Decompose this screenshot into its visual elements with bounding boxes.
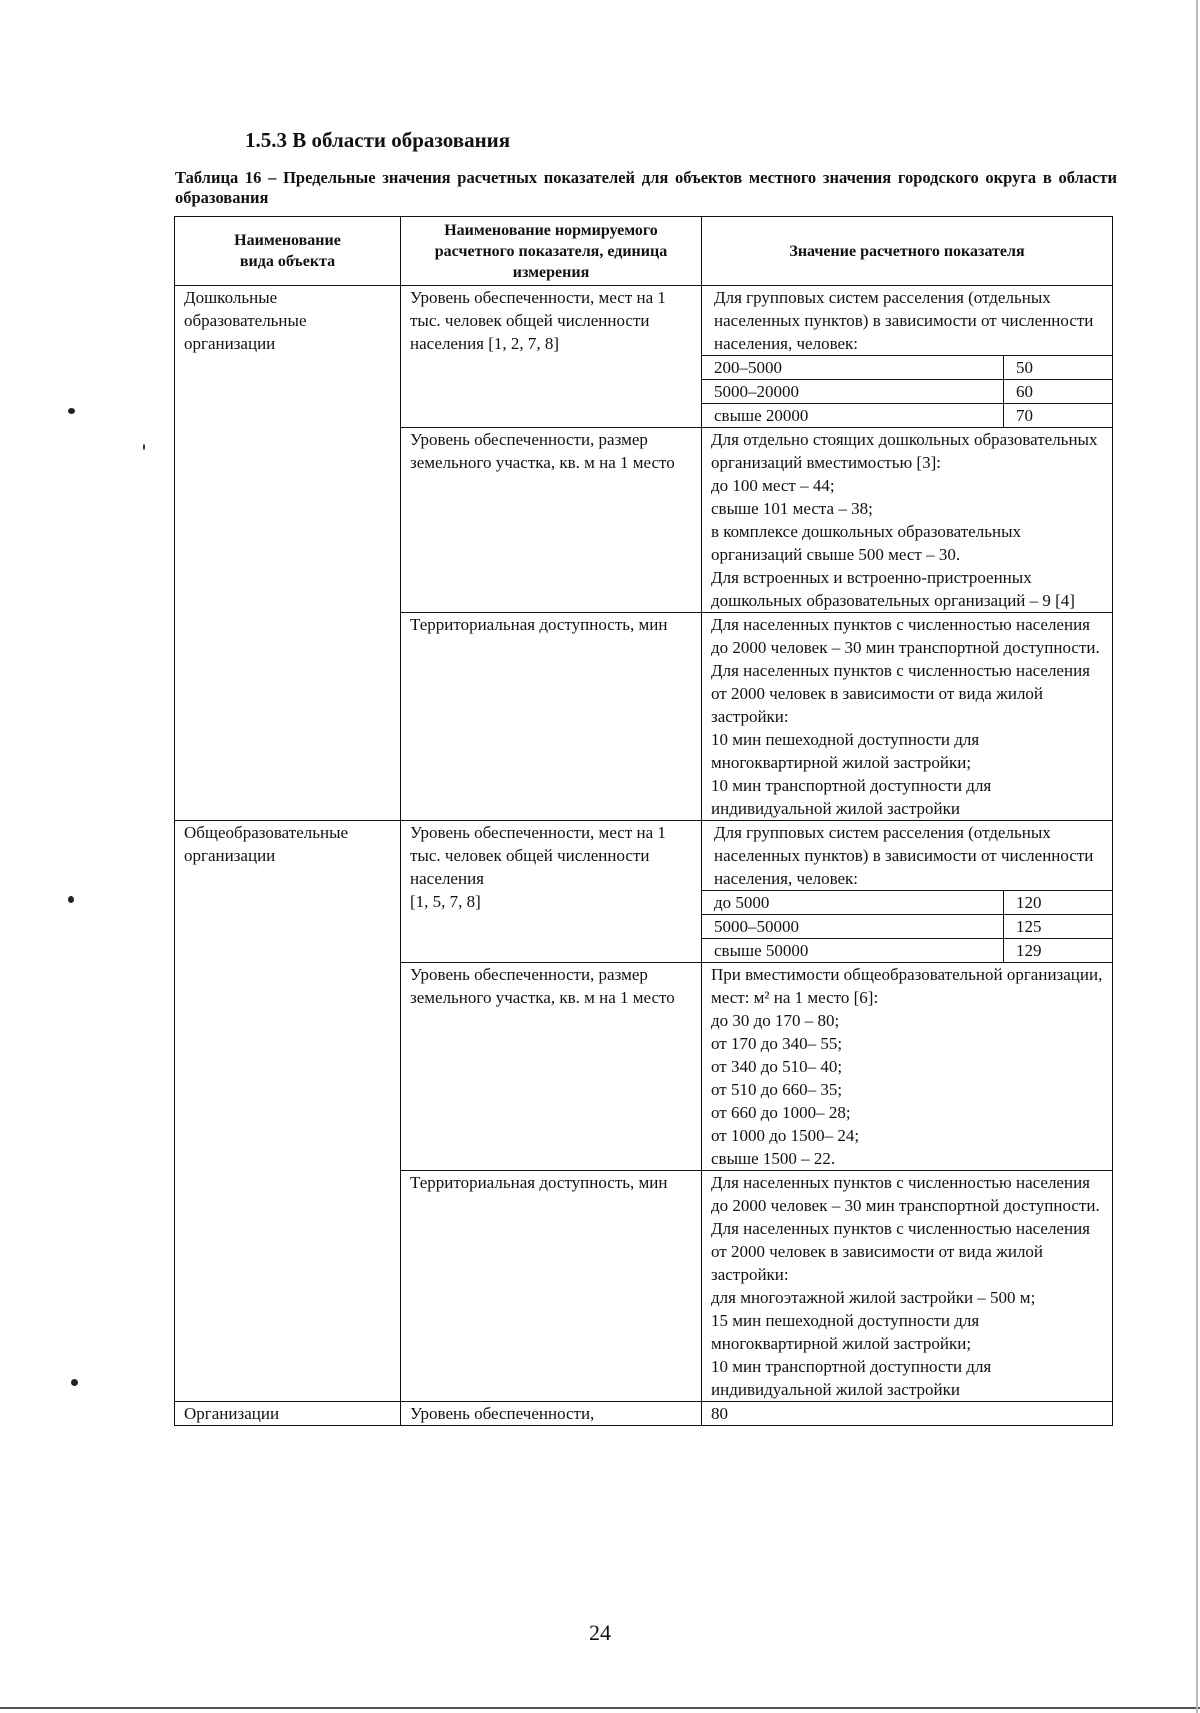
value-cell: Для населенных пунктов с численностью населения до 2000 человек – 30 мин транспортной доступности. Для населенных пунктов с численностью населения от 2000 человек в зависимости от вида жилой застройки: для многоэтажной жилой застройки – 500 м; 15 мин пешеходной доступности для многоквартирной жилой застройки; 10 мин транспортной доступности для индивидуальной жилой застройки: [702, 1171, 1113, 1402]
scan-speck: [68, 408, 75, 414]
value-cell: [702, 821, 1113, 963]
header-value: Значение расчетного показателя: [702, 217, 1113, 286]
subtable-row: [702, 404, 1112, 428]
value-cell: Для населенных пунктов с численностью населения до 2000 человек – 30 мин транспортной доступности. Для населенных пунктов с численностью населения от 2000 человек в зависимости от вида жилой застройки: 10 мин пешеходной доступности для многоквартирной жилой застройки; 10 мин транспортной доступности для индивидуальной жилой застройки: [702, 613, 1113, 821]
subtable-value: 120: [1004, 891, 1113, 915]
subtable-value: 125: [1004, 915, 1113, 939]
header-indicator: Наименование нормируемого расчетного показателя, единица измерения: [401, 217, 702, 286]
scan-speck: [71, 1379, 78, 1386]
subtable-value: 60: [1004, 380, 1113, 404]
object-type-cell: Дошкольные образовательные организации: [175, 286, 401, 821]
value-text: Для групповых систем расселения (отдельных населенных пунктов) в зависимости от численности населения, человек:: [714, 288, 1094, 353]
value-cell: 80: [702, 1402, 1113, 1426]
subtable-value: 50: [1004, 356, 1113, 380]
value-cell: При вместимости общеобразовательной организации, мест: м² на 1 место [6]: до 30 до 170 – 80; от 170 до 340– 55; от 340 до 510– 40; от 510 до 660– 35; от 660 до 1000– 28; от 1000 до 1500– 24; свыше 1500 – 22.: [702, 963, 1113, 1171]
subtable-row: [702, 939, 1112, 963]
subtable-range: свыше 20000: [702, 404, 1004, 428]
norms-table: [174, 216, 1113, 1426]
population-subtable: [702, 890, 1112, 962]
header-object-type: Наименование вида объекта: [175, 217, 401, 286]
scan-speck: [143, 444, 145, 450]
subtable-row: [702, 356, 1112, 380]
scan-speck: [68, 896, 74, 903]
table-row: [175, 1402, 1113, 1426]
indicator-cell: Уровень обеспеченности, размер земельного участка, кв. м на 1 место: [401, 963, 702, 1171]
value-cell: Для отдельно стоящих дошкольных образовательных организаций вместимостью [3]: до 100 мест – 44; свыше 101 места – 38; в комплексе дошкольных образовательных организаций свыше 500 мест – 30. Для встроенных и встроенно-пристроенных дошкольных образовательных организаций – 9 [4]: [702, 428, 1113, 613]
table-caption: Таблица 16 – Предельные значения расчетных показателей для объектов местного значения городского округа в области образования: [175, 168, 1117, 207]
table-header-row: [175, 217, 1113, 286]
indicator-cell: Территориальная доступность, мин: [401, 613, 702, 821]
subtable-row: [702, 380, 1112, 404]
subtable-row: [702, 891, 1112, 915]
table-row: [175, 821, 1113, 963]
subtable-range: 200–5000: [702, 356, 1004, 380]
indicator-cell: Уровень обеспеченности,: [401, 1402, 702, 1426]
object-type-cell: Общеобразовательные организации: [175, 821, 401, 1402]
scan-edge-line: [1196, 0, 1198, 1713]
table-row: [175, 286, 1113, 428]
subtable-range: 5000–20000: [702, 380, 1004, 404]
subtable-range: свыше 50000: [702, 939, 1004, 963]
value-cell: [702, 286, 1113, 428]
indicator-cell: Территориальная доступность, мин: [401, 1171, 702, 1402]
population-subtable: [702, 355, 1112, 427]
object-type-cell: Организации: [175, 1402, 401, 1426]
subtable-range: до 5000: [702, 891, 1004, 915]
section-heading: 1.5.3 В области образования: [245, 128, 511, 152]
page-number: 24: [589, 1620, 611, 1645]
scan-edge-line: [0, 1707, 1200, 1709]
value-text: Для групповых систем расселения (отдельных населенных пунктов) в зависимости от численности населения, человек:: [714, 823, 1094, 888]
indicator-cell: Уровень обеспеченности, мест на 1 тыс. человек общей численности населения [1, 2, 7, 8]: [401, 286, 702, 428]
subtable-range: 5000–50000: [702, 915, 1004, 939]
subtable-value: 70: [1004, 404, 1113, 428]
subtable-value: 129: [1004, 939, 1113, 963]
indicator-cell: Уровень обеспеченности, мест на 1 тыс. человек общей численности населения [1, 5, 7, 8]: [401, 821, 702, 963]
subtable-row: [702, 915, 1112, 939]
indicator-cell: Уровень обеспеченности, размер земельного участка, кв. м на 1 место: [401, 428, 702, 613]
